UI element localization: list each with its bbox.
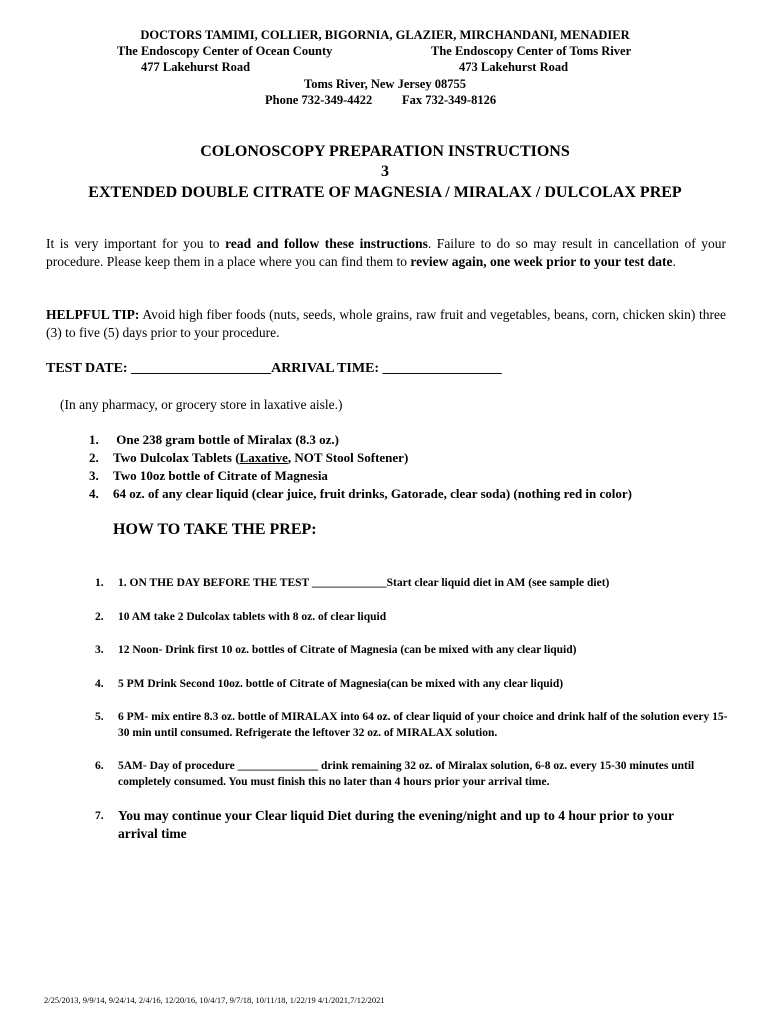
step-item: 7. You may continue your Clear liquid Diet during the evening/night and up to 4 hour prior to your arrival time	[95, 808, 674, 841]
center-right-address: 473 Lakehurst Road	[459, 60, 569, 74]
tip-label: HELPFUL TIP:	[46, 307, 140, 322]
test-date-field: TEST DATE: ____________________	[46, 361, 272, 376]
doc-title-number: 3	[381, 163, 389, 180]
list-item: 1. One 238 gram bottle of Miralax (8.3 oz.)	[89, 432, 340, 447]
intro-bold-3: one week prior to your test date	[489, 254, 673, 269]
step-item: 1. 1. ON THE DAY BEFORE THE TEST _____________Start clear liquid diet in AM (see sample diet)	[95, 577, 610, 589]
arrival-time-field: ARRIVAL TIME: _________________	[271, 361, 502, 376]
step-item: 2. 10 AM take 2 Dulcolax tablets with 8 oz. of clear liquid	[95, 611, 387, 623]
list-item: 2. Two Dulcolax Tablets (Laxative, NOT Stool Softener)	[89, 450, 409, 465]
intro-paragraph	[46, 235, 726, 271]
intro-text-3: ,	[483, 254, 490, 269]
intro-text-4: .	[672, 254, 676, 269]
intro-bold-1: read and follow these instructions	[225, 236, 428, 251]
intro-text-2: . Failure to do so may result in cancellation of your procedure. Please keep them in a place where you can find them to	[46, 236, 726, 269]
list-item: 3. Two 10oz bottle of Citrate of Magnesia	[89, 468, 328, 483]
city-line: Toms River, New Jersey 08755	[304, 77, 466, 91]
doctors-line: DOCTORS TAMIMI, COLLIER, BIGORNIA, GLAZIER, MIRCHANDANI, MENADIER	[140, 28, 630, 42]
helpful-tip	[46, 306, 726, 342]
step-item: 4. 5 PM Drink Second 10oz. bottle of Citrate of Magnesia(can be mixed with any clear liquid)	[95, 678, 564, 690]
intro-text-1: It is very important for you to	[46, 236, 226, 251]
pharmacy-note: (In any pharmacy, or grocery store in laxative aisle.)	[60, 397, 343, 412]
step-item: 3. 12 Noon- Drink first 10 oz. bottles of Citrate of Magnesia (can be mixed with any clear liquid)	[95, 644, 577, 656]
tip-text: Avoid high fiber foods (nuts, seeds, whole grains, raw fruit and vegetables, beans, corn, chicken skin) three (3) to five (5) days prior to your procedure.	[46, 307, 726, 340]
center-right-name: The Endoscopy Center of Toms River	[431, 44, 632, 58]
list-item: 4. 64 oz. of any clear liquid (clear juice, fruit drinks, Gatorade, clear soda) (nothing red in color)	[89, 486, 633, 501]
step-item: 5. 6 PM- mix entire 8.3 oz. bottle of MIRALAX into 64 oz. of clear liquid of your choice and drink half of the solution every 15-30 min until consumed. Refrigerate the leftover 32 oz. of MIRALAX solution.	[95, 711, 728, 739]
revision-dates: 2/25/2013, 9/9/14, 9/24/14, 2/4/16, 12/20/16, 10/4/17, 9/7/18, 10/11/18, 1/22/19 4/1/2021,7/12/2021	[44, 995, 385, 1005]
phone-number: Phone 732-349-4422	[265, 93, 373, 107]
how-to-title: HOW TO TAKE THE PREP:	[113, 521, 317, 538]
intro-bold-2: review again	[410, 254, 484, 269]
center-left-address: 477 Lakehurst Road	[141, 60, 251, 74]
supplies-list	[89, 431, 632, 503]
step-item: 6. 5AM- Day of procedure ______________ drink remaining 32 oz. of Miralax solution, 6-8 oz. every 15-30 minutes until completely consumed. You must finish this no later than 4 hours prior your arrival time.	[95, 760, 695, 788]
doc-title: COLONOSCOPY PREPARATION INSTRUCTIONS	[200, 143, 570, 160]
fax-number: Fax 732-349-8126	[402, 93, 497, 107]
center-left-name: The Endoscopy Center of Ocean County	[117, 44, 333, 58]
test-date-line	[46, 360, 726, 378]
doc-subtitle: EXTENDED DOUBLE CITRATE OF MAGNESIA / MIRALAX / DULCOLAX PREP	[88, 184, 682, 201]
